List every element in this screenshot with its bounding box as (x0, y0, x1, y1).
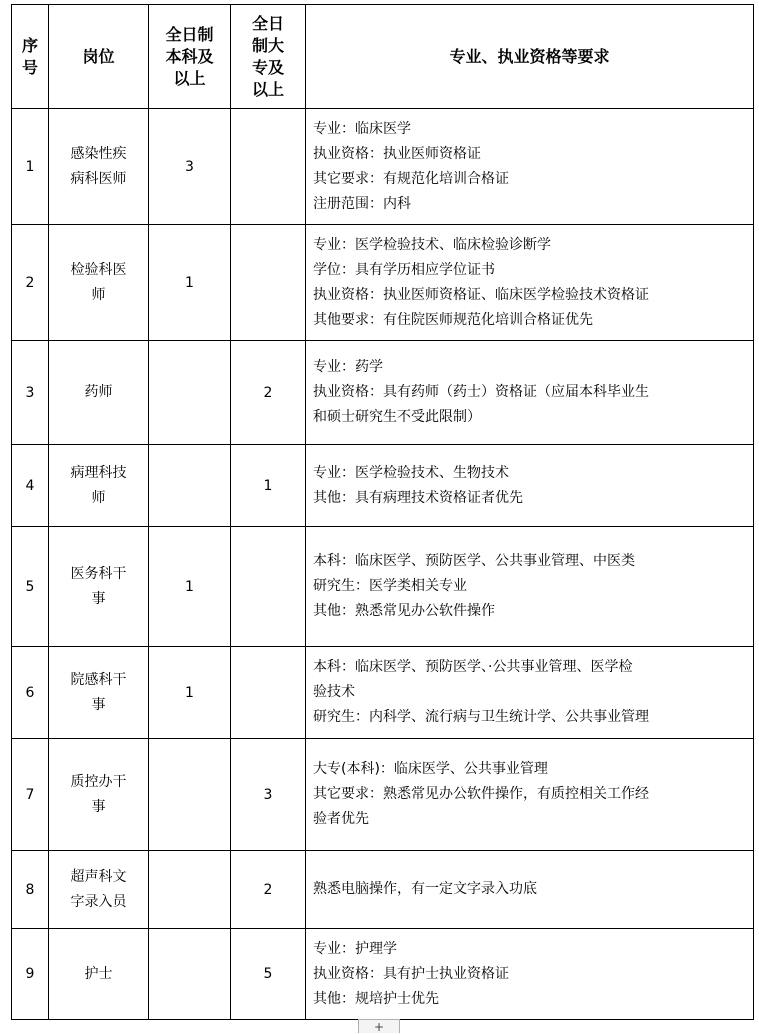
table-row (12, 341, 754, 445)
header-requirements: 专业、执业资格等要求 (306, 5, 754, 109)
requirements (306, 851, 754, 929)
requirements (306, 109, 754, 225)
college-count (231, 109, 306, 225)
college-count: 3 (231, 739, 306, 851)
requirement-line: 执业资格：具有护士执业资格证 (313, 965, 509, 982)
requirement-line: 本科：临床医学、预防医学、·公共事业管理、医学检 (313, 659, 633, 675)
position-name: 超声科文 字录入员 (49, 851, 149, 929)
requirement-line: 专业：护理学 (313, 940, 397, 957)
requirements (306, 445, 754, 527)
table-row (12, 109, 754, 225)
header-row (12, 5, 754, 109)
college-count: 2 (231, 851, 306, 929)
requirement-line: 学位：具有学历相应学位证书 (313, 261, 495, 278)
requirement-line: 其它要求：熟悉常见办公软件操作，有质控相关工作经 (313, 786, 649, 802)
requirement-line: 专业：药学 (313, 359, 383, 375)
header-seq: 序 号 (12, 5, 49, 109)
requirement-line: 熟悉电脑操作，有一定文字录入功底 (313, 881, 537, 897)
row-number: 2 (12, 225, 49, 341)
requirement-line: 其它要求：有规范化培训合格证 (313, 170, 509, 187)
position-name: 药师 (49, 341, 149, 445)
bachelor-count (149, 929, 231, 1020)
table-row (12, 527, 754, 647)
row-number: 7 (12, 739, 49, 851)
requirements (306, 341, 754, 445)
bachelor-count (149, 851, 231, 929)
bachelor-count (149, 445, 231, 527)
requirement-line: 其他：具有病理技术资格证者优先 (313, 489, 523, 506)
row-number: 5 (12, 527, 49, 647)
college-count: 2 (231, 341, 306, 445)
college-count: 5 (231, 929, 306, 1020)
requirement-line: 其他：熟悉常见办公软件操作 (313, 603, 495, 619)
requirement-line: 执业资格：具有药师（药士）资格证（应届本科毕业生 (313, 384, 649, 400)
requirement-line: 注册范围：内科 (313, 195, 411, 212)
requirement-line: 和硕士研究生不受此限制） (313, 409, 481, 425)
position-name: 病理科技 师 (49, 445, 149, 527)
requirement-line: 执业资格：执业医师资格证 (313, 145, 481, 162)
row-number: 4 (12, 445, 49, 527)
requirement-line: 其他：规培护士优先 (313, 990, 439, 1007)
header-college: 全日 制大 专及 以上 (231, 5, 306, 109)
requirement-line: 本科：临床医学、预防医学、公共事业管理、中医类 (313, 553, 635, 569)
requirements (306, 929, 754, 1020)
requirements (306, 647, 754, 739)
table-row (12, 647, 754, 739)
position-name: 检验科医 师 (49, 225, 149, 341)
position-name: 院感科干 事 (49, 647, 149, 739)
table-row (12, 851, 754, 929)
requirement-line: 其他要求：有住院医师规范化培训合格证优先 (313, 311, 593, 328)
position-name: 质控办干 事 (49, 739, 149, 851)
requirement-line: 验技术 (313, 684, 355, 700)
requirement-line: 验者优先 (313, 811, 369, 827)
college-count (231, 647, 306, 739)
table-row (12, 929, 754, 1020)
position-name: 感染性疾 病科医师 (49, 109, 149, 225)
row-number: 6 (12, 647, 49, 739)
bachelor-count (149, 739, 231, 851)
position-name: 护士 (49, 929, 149, 1020)
college-count (231, 225, 306, 341)
requirement-line: 专业：医学检验技术、生物技术 (313, 464, 509, 481)
add-sheet-button[interactable]: + (358, 1019, 400, 1033)
row-number: 3 (12, 341, 49, 445)
header-position: 岗位 (49, 5, 149, 109)
college-count: 1 (231, 445, 306, 527)
requirement-line: 专业：医学检验技术、临床检验诊断学 (313, 236, 551, 253)
requirement-line: 研究生：医学类相关专业 (313, 578, 467, 594)
header-bachelor: 全日制 本科及 以上 (149, 5, 231, 109)
requirement-line: 执业资格：执业医师资格证、临床医学检验技术资格证 (313, 286, 649, 303)
requirements (306, 225, 754, 341)
row-number: 9 (12, 929, 49, 1020)
requirement-line: 研究生：内科学、流行病与卫生统计学、公共事业管理 (313, 709, 649, 725)
requirement-line: 大专(本科)：临床医学、公共事业管理 (313, 761, 548, 777)
requirements (306, 527, 754, 647)
row-number: 8 (12, 851, 49, 929)
table-row (12, 225, 754, 341)
bachelor-count: 3 (149, 109, 231, 225)
recruitment-table (11, 4, 754, 1020)
table-row (12, 445, 754, 527)
bachelor-count: 1 (149, 527, 231, 647)
bachelor-count: 1 (149, 647, 231, 739)
college-count (231, 527, 306, 647)
position-name: 医务科干 事 (49, 527, 149, 647)
requirements (306, 739, 754, 851)
bachelor-count: 1 (149, 225, 231, 341)
table-row (12, 739, 754, 851)
bachelor-count (149, 341, 231, 445)
requirement-line: 专业：临床医学 (313, 120, 411, 137)
row-number: 1 (12, 109, 49, 225)
